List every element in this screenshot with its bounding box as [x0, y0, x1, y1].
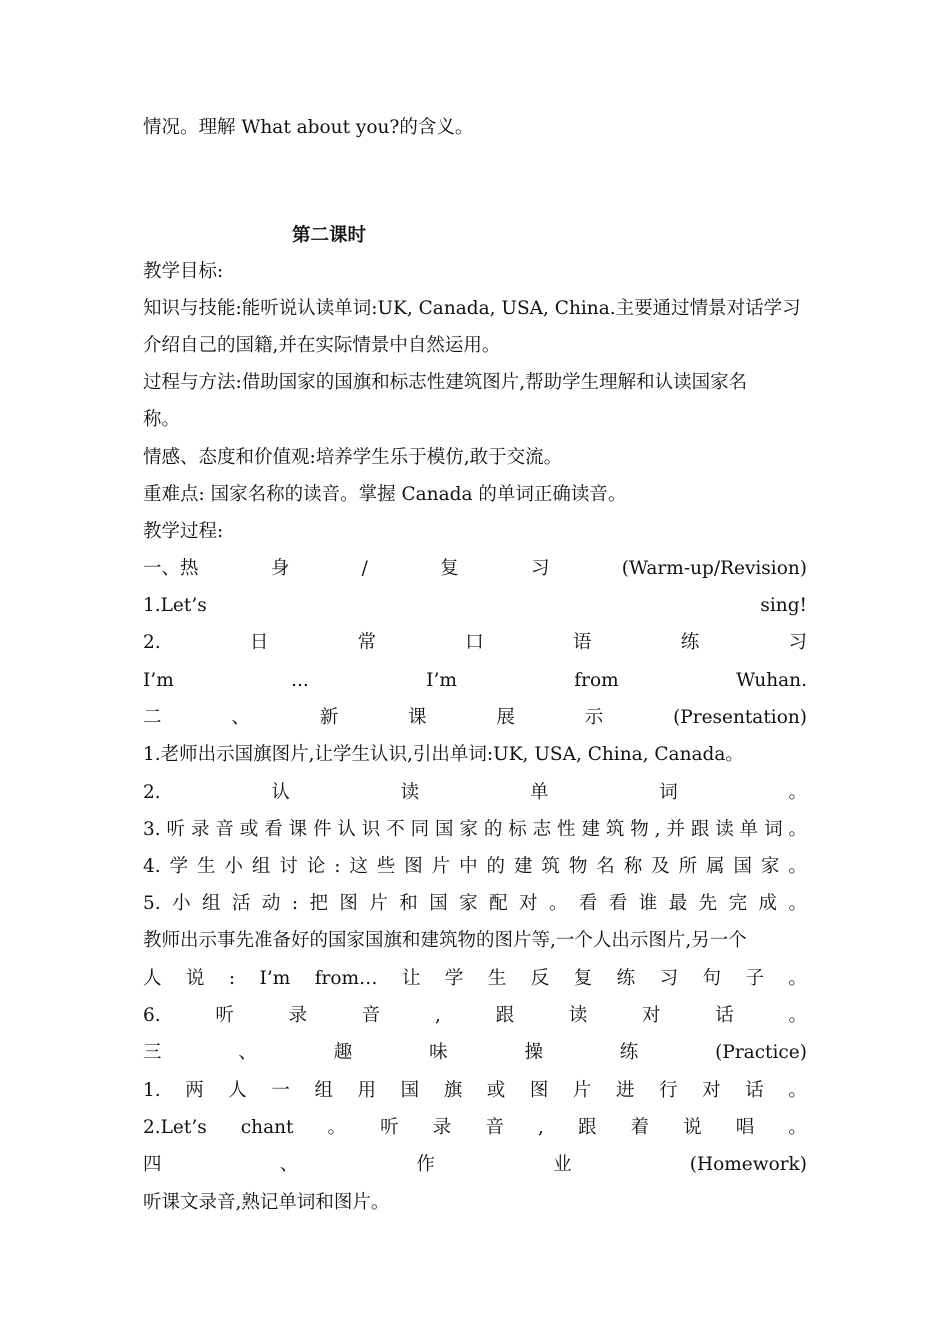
oral-example: [143, 669, 807, 693]
text-segment: 日: [249, 632, 269, 653]
text-segment: 新: [319, 707, 339, 728]
text-segment: 性: [557, 819, 576, 840]
text-segment: I’m: [143, 670, 174, 691]
knowledge-line-1: 知识与技能:能听说认读单词:UK, Canada, USA, China.主要通过情景对话学习: [143, 298, 801, 319]
text-segment: I’m: [426, 670, 457, 691]
text-segment: 标: [508, 819, 527, 840]
text-segment: 音: [361, 1005, 381, 1026]
presentation-step-2: [143, 781, 807, 805]
text-segment: 一、热: [143, 558, 199, 579]
text-segment: 建: [581, 819, 600, 840]
text-segment: 一: [271, 1080, 290, 1101]
section-presentation: [143, 706, 807, 730]
text-segment: 建: [513, 856, 533, 877]
text-segment: 或: [486, 1080, 506, 1101]
text-segment: 练: [619, 1042, 639, 1063]
text-segment: 的: [486, 856, 506, 877]
intro-line: 情况。理解 What about you?的含义。: [143, 117, 474, 138]
text-segment: 组: [202, 893, 221, 914]
text-segment: 看: [264, 819, 283, 840]
text-segment: 片: [369, 893, 388, 914]
text-segment: 论: [306, 856, 326, 877]
text-segment: 图: [339, 893, 358, 914]
text-segment: 国: [429, 893, 448, 914]
text-segment: 物: [568, 856, 588, 877]
text-segment: 习: [659, 968, 679, 989]
text-segment: 2.: [143, 632, 161, 653]
text-segment: 先: [698, 893, 718, 914]
text-segment: 录: [432, 1117, 452, 1138]
text-segment: 词: [764, 819, 783, 840]
text-segment: 的: [483, 819, 503, 840]
text-segment: 习: [530, 558, 550, 579]
text-segment: 。: [327, 1117, 347, 1138]
text-segment: 所: [678, 856, 698, 877]
text-segment: (Presentation): [673, 707, 807, 728]
text-segment: 筑: [605, 819, 625, 840]
step-oral: [143, 631, 807, 655]
text-segment: 动: [261, 893, 281, 914]
text-segment: 属: [706, 856, 725, 877]
text-segment: 1.Let’s: [143, 595, 207, 616]
text-segment: 二: [143, 707, 162, 728]
text-segment: 活: [231, 893, 251, 914]
text-segment: 、: [238, 1042, 257, 1063]
text-segment: 及: [651, 856, 670, 877]
emotion-line: 情感、态度和价值观:培养学生乐于模仿,敢于交流。: [143, 447, 563, 468]
text-segment: 或: [239, 819, 259, 840]
text-segment: 人: [143, 968, 162, 989]
text-segment: 味: [429, 1042, 448, 1063]
text-segment: 家: [459, 819, 478, 840]
section-practice: [143, 1041, 807, 1065]
text-segment: 称: [623, 856, 643, 877]
text-segment: 练: [616, 968, 636, 989]
text-segment: 。: [788, 893, 807, 914]
text-segment: 。: [548, 893, 568, 914]
text-segment: 三: [143, 1042, 162, 1063]
text-segment: 趣: [333, 1042, 353, 1063]
text-segment: 话: [715, 1005, 734, 1026]
text-segment: 对: [702, 1080, 721, 1101]
text-segment: 认: [271, 782, 290, 803]
text-segment: 示: [584, 707, 604, 728]
text-segment: 读: [400, 782, 420, 803]
presentation-step-6: [143, 1004, 807, 1028]
text-segment: 音: [485, 1117, 504, 1138]
text-segment: 展: [496, 707, 515, 728]
text-segment: 听: [380, 1117, 399, 1138]
text-segment: 对: [642, 1005, 661, 1026]
text-segment: 成: [758, 893, 778, 914]
text-segment: 进: [616, 1080, 635, 1101]
text-segment: 。: [788, 1005, 807, 1026]
text-segment: 。: [788, 1080, 807, 1101]
text-segment: 录: [288, 1005, 308, 1026]
text-segment: 跟: [577, 1117, 597, 1138]
text-segment: :: [291, 893, 299, 914]
text-segment: 子: [745, 968, 764, 989]
section-warmup: [143, 557, 807, 581]
text-segment: 图: [529, 1080, 549, 1101]
text-segment: ...: [291, 670, 309, 691]
text-segment: 句: [702, 968, 722, 989]
presentation-step-5-detail-2: [143, 967, 807, 991]
text-segment: 物: [630, 819, 649, 840]
text-segment: 看: [608, 893, 628, 914]
practice-step-2: [143, 1116, 807, 1140]
text-segment: 件: [312, 819, 332, 840]
text-segment: 识: [361, 819, 381, 840]
text-segment: 不: [386, 819, 405, 840]
text-segment: 和: [399, 893, 418, 914]
text-segment: chant: [240, 1117, 294, 1138]
text-segment: 把: [309, 893, 328, 914]
text-segment: ,: [537, 1117, 544, 1138]
text-segment: 谁: [638, 893, 658, 914]
text-segment: 1.: [143, 1080, 161, 1101]
text-segment: 行: [659, 1080, 678, 1101]
text-segment: 学: [169, 856, 189, 877]
text-segment: 2.Let’s: [143, 1117, 207, 1138]
text-segment: 用: [357, 1080, 377, 1101]
homework-text: 听课文录音,熟记单词和图片。: [143, 1192, 390, 1213]
text-segment: 录: [190, 819, 210, 840]
text-segment: :: [228, 968, 236, 989]
text-segment: 两: [185, 1080, 204, 1101]
text-segment: from: [574, 670, 619, 691]
practice-step-1: [143, 1079, 807, 1103]
presentation-step-3: [143, 818, 807, 842]
lesson-heading: 第二课时: [292, 225, 367, 246]
text-segment: 说: [185, 968, 205, 989]
presentation-step-5: [143, 892, 807, 916]
text-segment: 业: [553, 1154, 572, 1175]
text-segment: 口: [465, 632, 484, 653]
text-segment: 唱: [735, 1117, 755, 1138]
objectives-label: 教学目标:: [143, 261, 224, 282]
presentation-step-5-detail: 教师出示事先准备好的国家国旗和建筑物的图片等,一个人出示图片,另一个: [143, 930, 747, 951]
text-segment: 看: [578, 893, 598, 914]
text-segment: 听: [215, 1005, 234, 1026]
text-segment: 让: [401, 968, 421, 989]
text-segment: 认: [337, 819, 356, 840]
text-segment: Wuhan.: [736, 670, 807, 691]
text-segment: from…: [314, 968, 378, 989]
text-segment: 反: [530, 968, 550, 989]
text-segment: :: [334, 856, 341, 877]
text-segment: 国: [400, 1080, 420, 1101]
text-segment: 习: [788, 632, 807, 653]
text-segment: 操: [524, 1042, 543, 1063]
text-segment: 对: [519, 893, 538, 914]
text-segment: 图: [404, 856, 423, 877]
key-points-line: 重难点: 国家名称的读音。掌握 Canada 的单词正确读音。: [143, 484, 627, 505]
text-segment: 组: [314, 1080, 333, 1101]
text-segment: 读: [568, 1005, 588, 1026]
text-segment: 生: [197, 856, 216, 877]
text-segment: 家: [459, 893, 478, 914]
text-segment: 练: [680, 632, 700, 653]
text-segment: 词: [659, 782, 678, 803]
text-segment: (Homework): [689, 1154, 807, 1175]
text-segment: 并: [666, 819, 685, 840]
text-segment: 单: [739, 819, 759, 840]
text-segment: sing!: [760, 595, 807, 616]
text-segment: 着: [630, 1117, 650, 1138]
text-segment: 这: [349, 856, 368, 877]
text-segment: 5.: [143, 893, 161, 914]
text-segment: 4.: [143, 856, 161, 877]
teaching-process-label: 教学过程:: [143, 521, 224, 542]
text-segment: 6.: [143, 1005, 161, 1026]
process-method-line-2: 称。: [143, 409, 181, 430]
text-segment: 生: [487, 968, 507, 989]
text-segment: 筑: [541, 856, 560, 877]
text-segment: 小: [224, 856, 243, 877]
text-segment: I’m: [259, 968, 291, 989]
text-segment: 。: [788, 968, 807, 989]
text-segment: 复: [573, 968, 593, 989]
text-segment: 最: [668, 893, 688, 914]
text-segment: 音: [215, 819, 234, 840]
text-segment: ,: [654, 819, 661, 840]
text-segment: 中: [459, 856, 478, 877]
text-segment: 小: [172, 893, 191, 914]
text-segment: 学: [444, 968, 464, 989]
text-segment: 人: [228, 1080, 247, 1101]
section-homework: [143, 1153, 807, 1177]
presentation-step-1: 1.老师出示国旗图片,让学生认识,引出单词:UK, USA, China, Canada。: [143, 744, 744, 765]
text-segment: 说: [683, 1117, 702, 1138]
text-segment: 读: [715, 819, 734, 840]
text-segment: 课: [288, 819, 308, 840]
text-segment: 片: [431, 856, 451, 877]
text-segment: 旗: [443, 1080, 463, 1101]
presentation-step-4: [143, 855, 807, 879]
text-segment: (Practice): [715, 1042, 807, 1063]
text-segment: 。: [788, 1117, 807, 1138]
text-segment: 2.: [143, 782, 161, 803]
text-segment: 课: [408, 707, 427, 728]
text-segment: 语: [573, 632, 592, 653]
text-segment: 家: [760, 856, 780, 877]
text-segment: 听: [166, 819, 186, 840]
text-segment: 复: [440, 558, 459, 579]
text-segment: ,: [435, 1005, 441, 1026]
text-segment: 同: [410, 819, 430, 840]
process-method-line-1: 过程与方法:借助国家的国旗和标志性建筑图片,帮助学生理解和认读国家名: [143, 372, 748, 393]
text-segment: 四: [143, 1154, 162, 1175]
text-segment: 、: [231, 707, 250, 728]
text-segment: 志: [532, 819, 552, 840]
step-sing: [143, 594, 807, 618]
text-segment: /: [361, 558, 368, 579]
text-segment: 3.: [143, 819, 161, 840]
text-segment: 名: [596, 856, 615, 877]
text-segment: 些: [376, 856, 396, 877]
text-segment: 身: [270, 558, 290, 579]
text-segment: 完: [728, 893, 748, 914]
text-segment: (Warm-up/Revision): [621, 558, 807, 579]
text-segment: 讨: [279, 856, 298, 877]
text-segment: 组: [251, 856, 271, 877]
text-segment: 作: [416, 1154, 435, 1175]
text-segment: 配: [489, 893, 508, 914]
text-segment: 国: [435, 819, 454, 840]
text-segment: 跟: [495, 1005, 515, 1026]
text-segment: 常: [357, 632, 377, 653]
text-segment: 跟: [690, 819, 710, 840]
text-segment: 话: [745, 1080, 764, 1101]
text-segment: 。: [788, 856, 807, 877]
text-segment: 片: [572, 1080, 592, 1101]
text-segment: 。: [788, 819, 807, 840]
text-segment: 国: [733, 856, 752, 877]
text-segment: 。: [788, 782, 807, 803]
text-segment: 、: [279, 1154, 299, 1175]
text-segment: 单: [529, 782, 549, 803]
knowledge-line-2: 介绍自己的国籍,并在实际情景中自然运用。: [143, 335, 501, 356]
